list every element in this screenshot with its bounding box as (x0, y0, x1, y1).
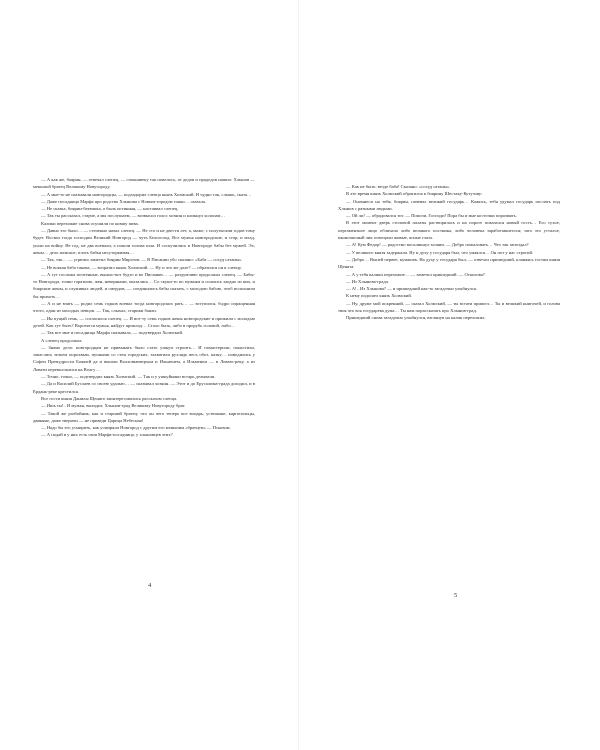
paragraph: — Надо бы его усмирить, как усмиряли Новгород с другим его меньшим «братцем» — Псковом. (41, 425, 231, 431)
left-page-number: 4 (148, 582, 152, 589)
paragraph: — Даже посадница Марфа про родство Хлынова с Новым-городом тонко… сказала. (41, 198, 207, 204)
paragraph: В этот момент дверь столовой палаты растворилась и на пороге показался новый гость… Его сухое, пергаментное лицо обличало либо великого постника, либо человека заработавшегося; зато это усталое, иконописный лик освещали живые, ясные глаза. (338, 220, 560, 241)
paragraph: — Ишь ты!.. И мужья, выходит, Хлынов-град Великому Новугороду брат. (41, 403, 186, 409)
paragraph: — Ну, друже мой искренний, — сказал Холмский, — ты встати пришел… Ты и великий книгочей, и голова твоя что вся государева дума… Ты нам порассказать про Хлынов-град. (338, 300, 560, 314)
paragraph: — Ой ли! — обрадовался тот. — Помози, Господи! Пора бы и мне косточки поразмять. (346, 213, 517, 219)
right-page-text (338, 183, 560, 322)
paragraph: В это время князь Холмский обратился к боярину Шестаку-Кутузову: (346, 191, 483, 197)
paragraph: — Из Хлынова-града. (346, 278, 389, 284)
paragraph: — Не сказка, боярин-батюшка, а быль истинная, — настаивал слепец. (41, 206, 179, 212)
paragraph: — А подай в у них есть своя Марфа-посадница, у хлыновцев этих? (41, 432, 173, 438)
paragraph: Пришедший снова загадочно улыбнулся, взглянув на калик перехожих. (346, 315, 486, 321)
paragraph: — А как же, боярин, — отвечал слепец, — споконвеку так повелось, от дедов и прадедов наших: Хлынов — меньшой братец Великому Новугороду. (33, 177, 255, 190)
paragraph: Калики перехожие снова осушили по ковшу пива. (41, 220, 139, 226)
paragraph: — У великого князя задержали. Ну и духу у государя был, что умаялся… Он пот у нас строгий. (346, 249, 534, 255)
paragraph: — Такой же разбойник, как и старший братец: что он чего теперь все воцарь, устюжане, каргопольцы, двиняне, даже тверичи — не приведи Царица Небесная! (33, 410, 255, 423)
paragraph: — Знамо дело: новгородцам не привыкать было стать ушкуи строить… И помастерили, понастили, запаслись зельем порохвым, пушками со стен городских, захватили рухлядь весь обоз, казну… поводились у Софеи Премудрости Божией да и вышли Волховьюверхом и Ильменем, а Ильменем — в Ловать-реку, а из Ловати переволоклися на Волгу… (33, 344, 255, 372)
paragraph: Все гости князя Данилы Щенято заинтересовались рассказом слепца. (41, 395, 178, 401)
paragraph: — А у тебя калики перехожие… — заметил пришедший. — Отколова? (346, 271, 485, 277)
page-gutter (298, 0, 299, 750)
paragraph: — Так, так… — угрюмо заметил боярин Мирозов. — В Писании убо сказано: «Баба — сосуд сатаны». (41, 257, 243, 263)
right-page-number: 5 (454, 592, 458, 599)
paragraph: — Как не быть: везде баба! Сказано: «сосуд сатаны». (346, 184, 451, 189)
paragraph: — А тут госпожа почтенные, вышло-вот будто и во Писанию… — раздумчиво продолжал слепец. — Бабы-то Новгорода, точно горазною, жен, неверными, оказались… Со скуки-то по мужьям и сошлись заодно из них, и боярские жены, и служивых людей, и смердов, — соединились бабы сказать, с молодою бабою, чтоб исполнили бы прихоть… (33, 271, 255, 299)
paragraph: — А мне-то не сказывали новгородцы, — подзадорил слепца князь Холмский. И чудно так, слышь, сказа… (41, 191, 252, 197)
paragraph: — Да и Василий Буслаев со своею удалью… — сказывал хозяин. — Этот и до Ерусалима-града доходил, и в Ердань-реке крестился. (33, 381, 255, 394)
paragraph: — А! Кум Федор! — радостно воскликнул хозяин. — Добро пожаловать… Что так запоздал? (346, 242, 529, 248)
paragraph: — Давно это было… — степенно начал слепец. — Не сто и не двести лет, а, може, с полутысячи годов тому будет. Восвал тогда господин Великий Новгород — чуть Белоголод. Все мужья новгородские, и стар, и млад, ушли на войну. Не год, не два воевали, а пошли голова шла. И соскучились в Новгороде бабы без мужей. Эх, жены… дело женское, плоть бабья несуторкимая… (33, 228, 255, 255)
paragraph: — Так ты рассказал, старче, а мы послушаем, — возвысил голос хозяин и кликнул холопам… (41, 213, 226, 219)
paragraph: — Не всякая баба такова, — возразил князь Холмский. — Ну и что же дале? — обратился он к слепцу. (41, 264, 242, 270)
paragraph: — Ономнеси на тебя, боярин, пачевал великий государь… Кажись, тебя удумал государь послать под Хлынов с ратными людьми. (338, 198, 560, 211)
paragraph: — А и не взять — родил семь годков воевал тогда новгородских рать… — вступился, бодро опращенная чтото, один из молодых певцов. — Так, слыхал, старики баяли. (33, 301, 255, 314)
paragraph: К нему подошел князь Холмский. (346, 293, 412, 299)
paragraph: — Точно, точно, — подтвердил князь Холмский. — Так и у ушкуйники встарь делывали. (41, 374, 216, 380)
paragraph: А слепец продолжал: (41, 337, 83, 343)
left-page-text (33, 176, 255, 439)
paragraph: — Ин пущай семь, — согласился слепец. — И вот-ту семь годков жены новгородские и прижили с молодью детей. Как тут быть? Воротятся мужья, найдут приплод… Стало быть, либо в прорубь головой, либо… (33, 315, 255, 328)
paragraph: — А!.. Из Хлынова? — и пришедший как-то загадочно улыбнулся. (346, 286, 477, 292)
paragraph: — Добро… Выпей первее, кумашек. На духу у государя был, — отвечал пришедший, кланяясь гостям князя Щенята. (338, 256, 560, 270)
paragraph: — Так все мне и посадница Марфа сказывала, — подтвердил Холмский. (41, 330, 184, 336)
